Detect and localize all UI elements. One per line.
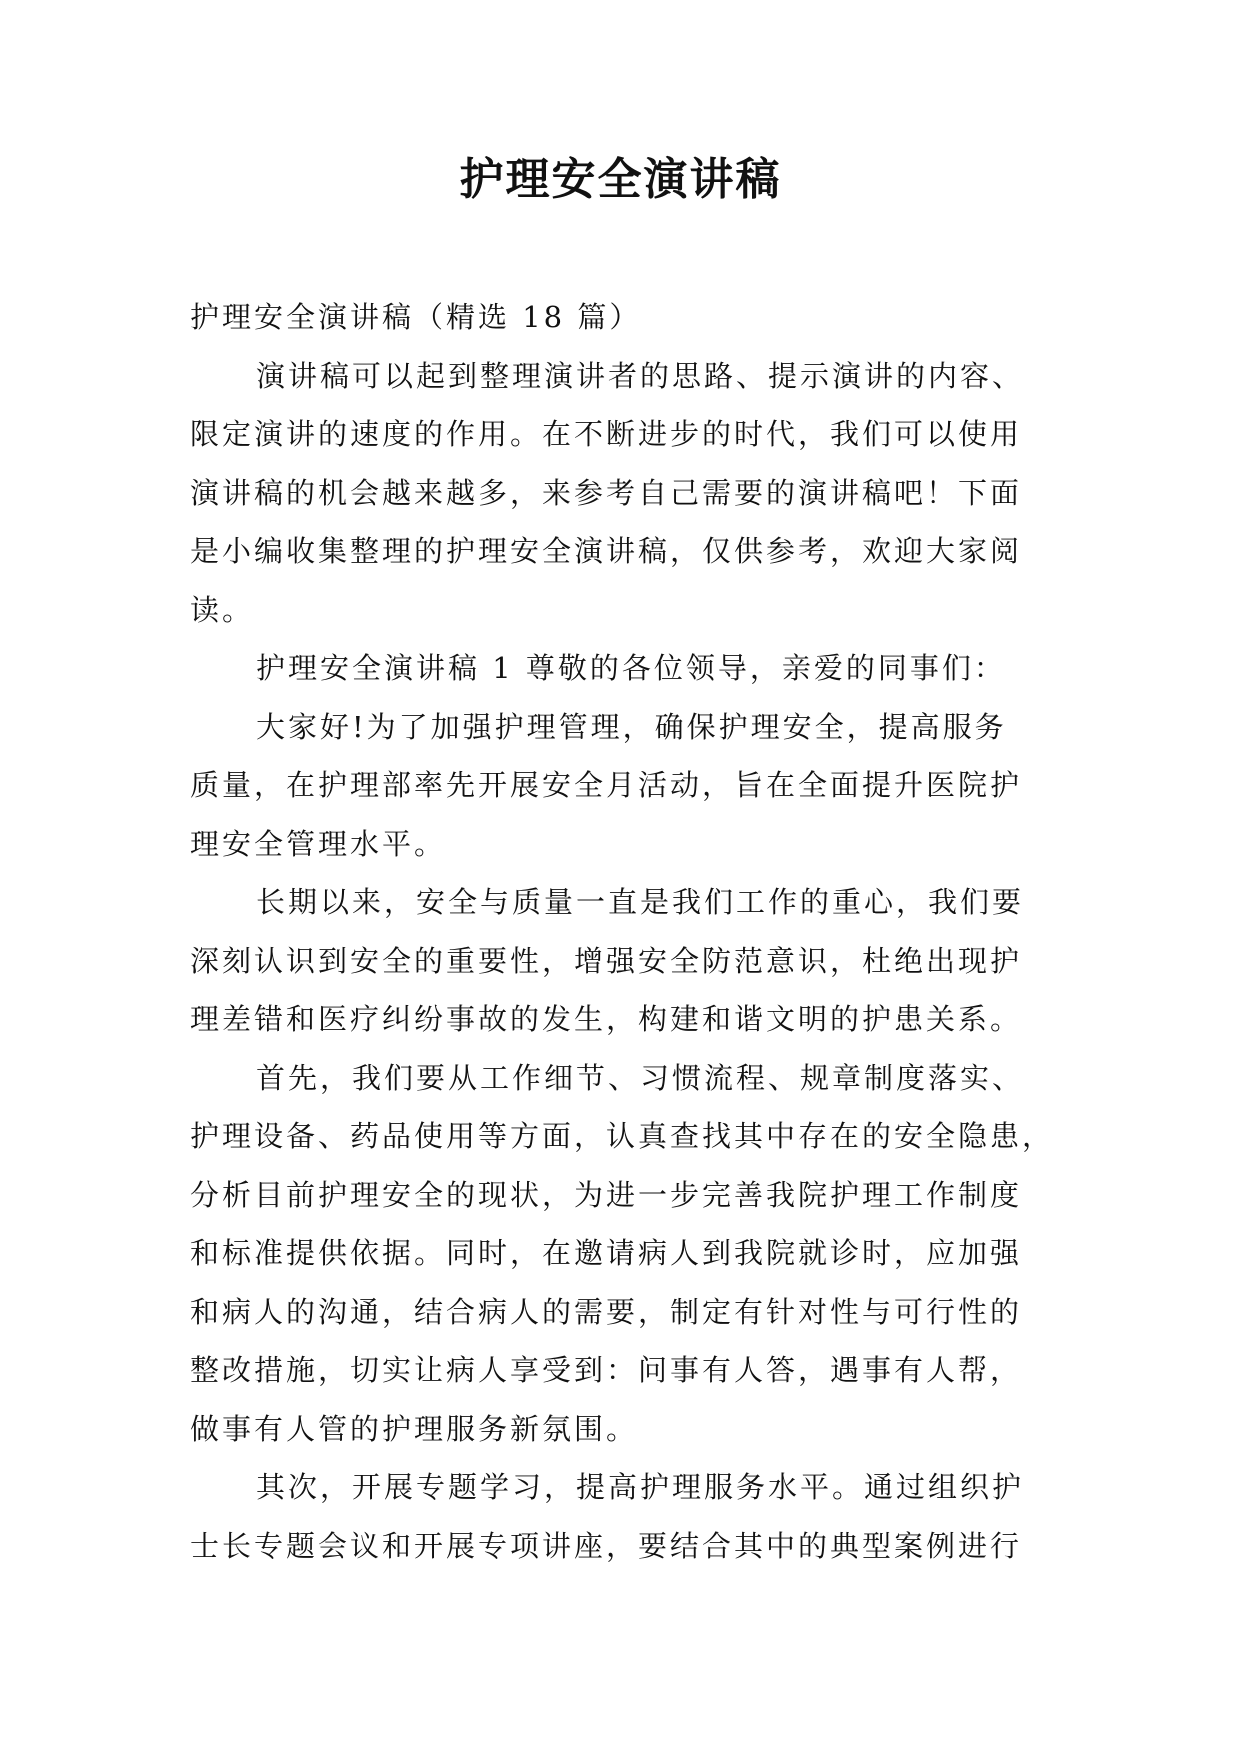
text-line: 和标准提供依据。同时，在邀请病人到我院就诊时，应加强 <box>190 1236 1023 1270</box>
text-line: 理差错和医疗纠纷事故的发生，构建和谐文明的护患关系。 <box>190 1002 1023 1036</box>
text-line: 演讲稿的机会越来越多，来参考自己需要的演讲稿吧！下面 <box>190 475 1023 510</box>
document-body <box>190 288 1070 1575</box>
text-line: 和病人的沟通，结合病人的需要，制定有针对性与可行性的 <box>190 1294 1023 1329</box>
text-line: 质量，在护理部率先开展安全月活动，旨在全面提升医院护 <box>190 768 1023 802</box>
text-line: 是小编收集整理的护理安全演讲稿，仅供参考，欢迎大家阅 <box>190 534 1023 568</box>
text-line: 整改措施，切实让病人享受到：问事有人答，遇事有人帮， <box>190 1353 1023 1387</box>
text-line: 护理安全演讲稿（精选 18 篇） <box>190 300 642 334</box>
text-line: 大家好!为了加强护理管理，确保护理安全，提高服务 <box>256 709 1007 744</box>
text-line: 其次，开展专题学习，提高护理服务水平。通过组织护 <box>256 1470 1025 1504</box>
text-line: 深刻认识到安全的重要性，增强安全防范意识，杜绝出现护 <box>190 943 1023 978</box>
text-line: 演讲稿可以起到整理演讲者的思路、提示演讲的内容、 <box>256 358 1025 393</box>
text-line: 士长专题会议和开展专项讲座，要结合其中的典型案例进行 <box>190 1528 1023 1563</box>
text-line: 分析目前护理安全的现状，为进一步完善我院护理工作制度 <box>190 1177 1023 1212</box>
page-title: 护理安全演讲稿 <box>459 154 782 205</box>
text-line: 护理设备、药品使用等方面，认真查找其中存在的安全隐患， <box>190 1119 1055 1153</box>
text-line: 首先，我们要从工作细节、习惯流程、规章制度落实、 <box>256 1060 1025 1095</box>
text-line: 理安全管理水平。 <box>190 826 447 861</box>
text-line: 限定演讲的速度的作用。在不断进步的时代，我们可以使用 <box>190 417 1023 451</box>
text-line: 做事有人管的护理服务新氛围。 <box>190 1411 639 1446</box>
text-line: 护理安全演讲稿 1 尊敬的各位领导，亲爱的同事们： <box>256 651 1006 685</box>
text-line: 读。 <box>190 592 255 627</box>
text-line: 长期以来，安全与质量一直是我们工作的重心，我们要 <box>256 885 1025 919</box>
